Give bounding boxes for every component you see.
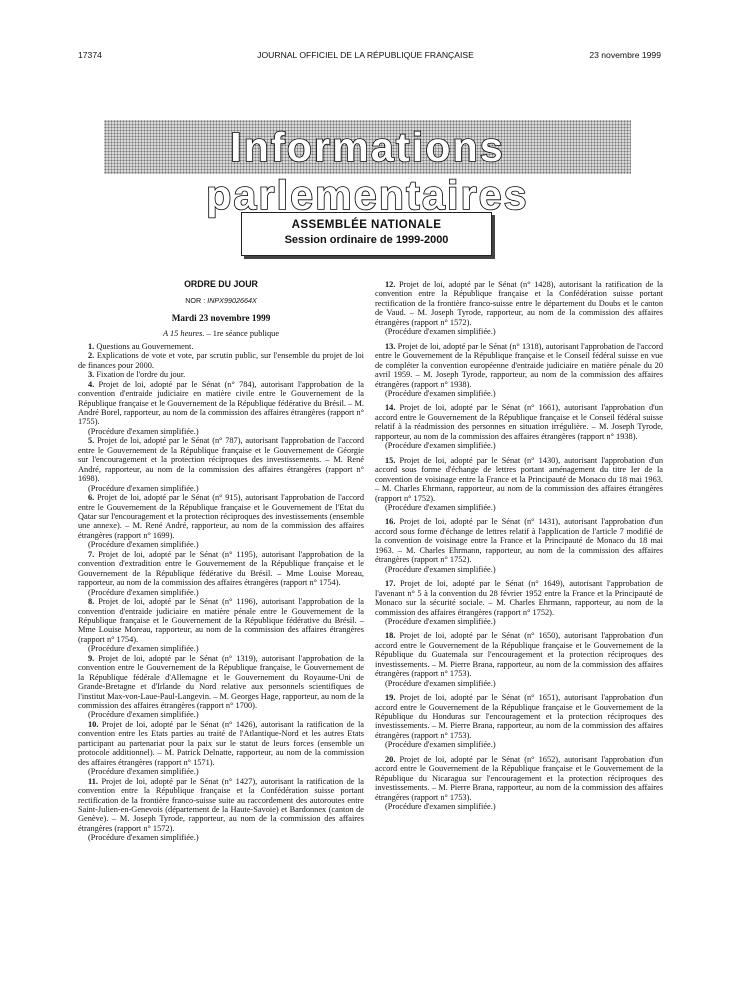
item-number: 20. [385,754,396,764]
item-number: 6. [88,493,95,503]
agenda-item [375,517,663,564]
item-number: 4. [88,379,95,389]
nor-code: INPX9902664X [207,296,257,306]
issue-date: 23 novembre 1999 [589,50,661,60]
item-number: 16. [385,517,396,527]
agenda-item [78,342,364,351]
item-number: 10. [88,719,99,729]
procedure-note: (Procédure d'examen simplifiée.) [88,540,199,550]
right-items [375,280,663,812]
procedure-note: (Procédure d'examen simplifiée.) [88,767,199,777]
item-text: Projet de loi, adopté par le Sénat (n° 1650), autorisant l'approbation d'un accord entre le Gouvernement de la République française et le Gouvernement de la République du Guatemala sur l'encouragement et la protection réciproques des investissements. – M. Pierre Brana, rapporteur, au nom de la commission des affaires étrangères (rapport n° 1753). [375,631,663,679]
agenda-heading: ORDRE DU JOUR [184,279,258,289]
procedure-note: (Procédure d'examen simplifiée.) [385,802,496,812]
item-text: Projet de loi, adopté par le Sénat (n° 1431), autorisant l'approbation d'un accord sous forme d'échange de lettres relatif à l'application de l'article 7 modifié de la convention de voisinage entre la France et la Principauté de Monaco du 18 mai 1963. – M. Charles Ehrmann, rapporteur, au nom de la commission des affaires étrangères (rapport n° 1752). [375,517,663,565]
item-number: 18. [385,631,396,641]
procedure-note: (Procédure d'examen simplifiée.) [385,678,496,688]
session-line [78,329,364,338]
item-text: Explications de vote et vote, par scrutin public, sur l'ensemble du projet de loi de finances pour 2000. [78,351,364,370]
procedure-note: (Procédure d'examen simplifiée.) [385,327,496,337]
item-text: Projet de loi, adopté par le Sénat (n° 1428), autorisant la ratification de la convention entre la République française et la Confédération suisse portant rectification de la frontière franco-suisse entre le département du Doubs et le canton de Vaud. – M. Joseph Tyrode, rapporteur, au nom de la commission des affaires étrangères (rapport n° 1572). [375,280,663,327]
item-text: Questions au Gouvernement. [94,341,194,351]
procedure-note: (Procédure d'examen simplifiée.) [385,564,496,574]
banner-title: Informations parlementaires [206,124,529,218]
item-text: Projet de loi, adopté par le Sénat (n° 1319), autorisant l'approbation de la convention entre le Gouvernement de la République française, le Gouvernement de la République fédérale d'Allemagne et le Gouvernement du Royaume-Uni de Grande-Bretagne et d'Irlande du Nord relative aux personnels scientifiques de l'institut Max-von-Laue-Paul-Langevin. – M. Georges Hage, rapporteur, au nom de la commission des affaires étrangères (rapport n° 1700). [78,653,365,711]
agenda-item [78,654,364,711]
procedure-note: (Procédure d'examen simplifiée.) [385,740,496,750]
item-number: 5. [88,436,95,446]
agenda-item [78,436,364,483]
procedure-note: (Procédure d'examen simplifiée.) [88,587,199,597]
item-number: 3. [88,370,95,380]
procedure-note: (Procédure d'examen simplifiée.) [385,441,496,451]
agenda-item [78,777,364,834]
procedure-note: (Procédure d'examen simplifiée.) [88,710,199,720]
item-text: Projet de loi, adopté par le Sénat (n° 784), autorisant l'approbation de la convention d'entraide judiciaire en matière civile entre le Gouvernement de la République française et le Gouvernement de la République fédérative du Brésil. – M. André Borel, rapporteur, au nom de la commission des affaires étrangères (rapport n° 1755). [78,379,364,427]
item-text: Projet de loi, adopté par le Sénat (n° 1661), autorisant l'approbation d'un accord entre le Gouvernement de la République française et le Conseil fédéral suisse relatif à la réadmission des personnes en situation irrégulière. – M. Joseph Tyrode, rapporteur, au nom de la commission des affaires étrangères (rapport n° 1938). [375,403,663,441]
item-text: Projet de loi, adopté par le Sénat (n° 1649), autorisant l'approbation de l'avenant n° 5 à la convention du 28 février 1952 entre la France et la Principauté de Monaco sur la sécurité sociale. – M. Charles Ehrmann, rapporteur, au nom de la commission des affaires étrangères (rapport n° 1752). [375,579,663,617]
item-number: 12. [385,280,396,289]
item-number: 15. [385,455,396,465]
right-column [375,280,663,812]
assembly-name: ASSEMBLÉE NATIONALE [291,218,442,231]
nor-label: NOR : [185,296,206,306]
item-text: Projet de loi, adopté par le Sénat (n° 1196), autorisant l'approbation de la convention d'entraide judiciaire en matière pénale entre le Gouvernement de la République française et le Gouvernement de la République fédérative du Brésil. – Mme Louise Moreau, rapporteur, au nom de la commission des affaires étrangères (rapport n° 1754). [78,597,364,644]
agenda-item [375,755,663,802]
item-number: 1. [88,341,95,351]
assembly-box [241,212,492,256]
agenda-date: Mardi 23 novembre 1999 [171,312,271,323]
agenda-item [375,693,663,740]
item-number: 8. [88,597,95,607]
item-number: 2. [88,351,95,361]
agenda-item [78,380,364,427]
session-name: Session ordinaire de 1999-2000 [284,234,449,246]
page-header [0,50,731,64]
procedure-note: (Procédure d'examen simplifiée.) [385,388,496,398]
agenda-item [78,720,364,767]
left-items [78,380,364,843]
agenda-item [375,456,663,503]
item-text: Projet de loi, adopté par le Sénat (n° 1651), autorisant l'approbation d'un accord entre le Gouvernement de la République française et le Gouvernement de la République du Honduras sur l'encouragement et la protection réciproques des investissements. – M. Pierre Brana, rapporteur, au nom de la commission des affaires étrangères (rapport n° 1753). [375,693,663,740]
procedure-note: (Procédure d'examen simplifiée.) [385,616,496,626]
agenda-item [78,550,364,588]
agenda-item [78,370,364,379]
item-text: Fixation de l'ordre du jour. [94,370,186,380]
procedure-note: (Procédure d'examen simplifiée.) [88,644,199,654]
page-number: 17374 [78,50,102,60]
section-banner [104,120,631,218]
simple-items [78,342,364,380]
item-number: 14. [385,403,396,413]
session-label: – 1re séance publique [206,329,280,339]
agenda-item [78,493,364,540]
session-time: A 15 heures. [162,329,205,339]
item-text: Projet de loi, adopté par le Sénat (n° 1195), autorisant l'approbation de la convention d'extradition entre le Gouvernement de la République française et le Gouvernement de la République fédérative du Brésil. – Mme Louise Moreau, rapporteur, au nom de la commission des affaires étrangères (rapport n° 1754). [78,549,364,588]
item-text: Projet de loi, adopté par le Sénat (n° 1430), autorisant l'approbation d'un accord sous forme d'échange de lettres portant aménagement du titre Ier de la convention de voisinage entre la France et la Principauté de Monaco du 18 mai 1963. – M. Charles Ehrmann, rapporteur, au nom de la commission des affaires étrangères (rapport n° 1752). [375,455,663,503]
item-text: Projet de loi, adopté par le Sénat (n° 787), autorisant l'approbation de l'accord entre le Gouvernement de la République française et le Gouvernement de Géorgie sur l'encouragement et la protection réciproques des investissements. – M. René André, rapporteur, au nom de la commission des affaires étrangères (rapport n° 1698). [78,436,364,484]
item-number: 17. [385,579,396,589]
item-number: 7. [88,549,95,559]
nor-reference [78,296,364,305]
item-text: Projet de loi, adopté par le Sénat (n° 1426), autorisant la ratification de la convention entre les Etats parties au traité de l'Atlantique-Nord et les autres Etats participant au partenariat pour la paix sur le statut de leurs forces (ensemble un protocole additionnel). – M. Patrick Delnatte, rapporteur, au nom de la commission des affaires étrangères (rapport n° 1571). [78,719,364,767]
agenda-item [375,342,663,389]
procedure-note: (Procédure d'examen simplifiée.) [88,426,199,436]
item-number: 13. [385,341,396,351]
procedure-note: (Procédure d'examen simplifiée.) [88,483,199,493]
agenda-item [78,351,364,370]
item-number: 11. [88,776,98,786]
agenda-item [375,579,663,617]
item-number: 19. [385,693,396,703]
agenda-item [375,631,663,678]
procedure-note: (Procédure d'examen simplifiée.) [88,833,199,843]
procedure-note: (Procédure d'examen simplifiée.) [385,502,496,512]
agenda-item [375,280,663,327]
item-text: Projet de loi, adopté par le Sénat (n° 1318), autorisant l'approbation de l'accord entre le Gouvernement de la République française et le Conseil fédéral suisse en vue de compléter la convention européenne d'entraide judiciaire en matière pénale du 20 avril 1959. – M. Joseph Tyrode, rapporteur, au nom de la commission des affaires étrangères (rapport n° 1938). [375,341,663,389]
left-column [78,280,364,843]
item-text: Projet de loi, adopté par le Sénat (n° 915), autorisant l'approbation de l'accord entre le Gouvernement de la République française et le Gouvernement de l'Etat du Qatar sur l'encouragement et la protection réciproques des investissements (ensemble une annexe). – M. René André, rapporteur, au nom de la commission des affaires étrangères (rapport n° 1699). [78,493,364,540]
item-text: Projet de loi, adopté par le Sénat (n° 1652), autorisant l'approbation d'un accord entre le Gouvernement de la République française et le Gouvernement de la République du Nicaragua sur l'encouragement et la protection réciproques des investissements. – M. Pierre Brana, rapporteur, au nom de la commission des affaires étrangères (rapport n° 1753). [375,754,663,802]
journal-title: JOURNAL OFFICIEL DE LA RÉPUBLIQUE FRANÇAISE [257,50,474,60]
item-text: Projet de loi, adopté par le Sénat (n° 1427), autorisant la ratification de la convention entre la République française et la Confédération suisse portant rectification de la frontière franco-suisse suite au raccordement des autoroutes entre Saint-Julien-en-Genevois (département de la Haute-Savoie) et Bardonnex (canton de Genève). – M. Joseph Tyrode, rapporteur, au nom de la commission des affaires étrangères (rapport n° 1572). [78,776,364,833]
agenda-item [78,597,364,644]
agenda-item [375,403,663,441]
item-number: 9. [88,653,95,663]
